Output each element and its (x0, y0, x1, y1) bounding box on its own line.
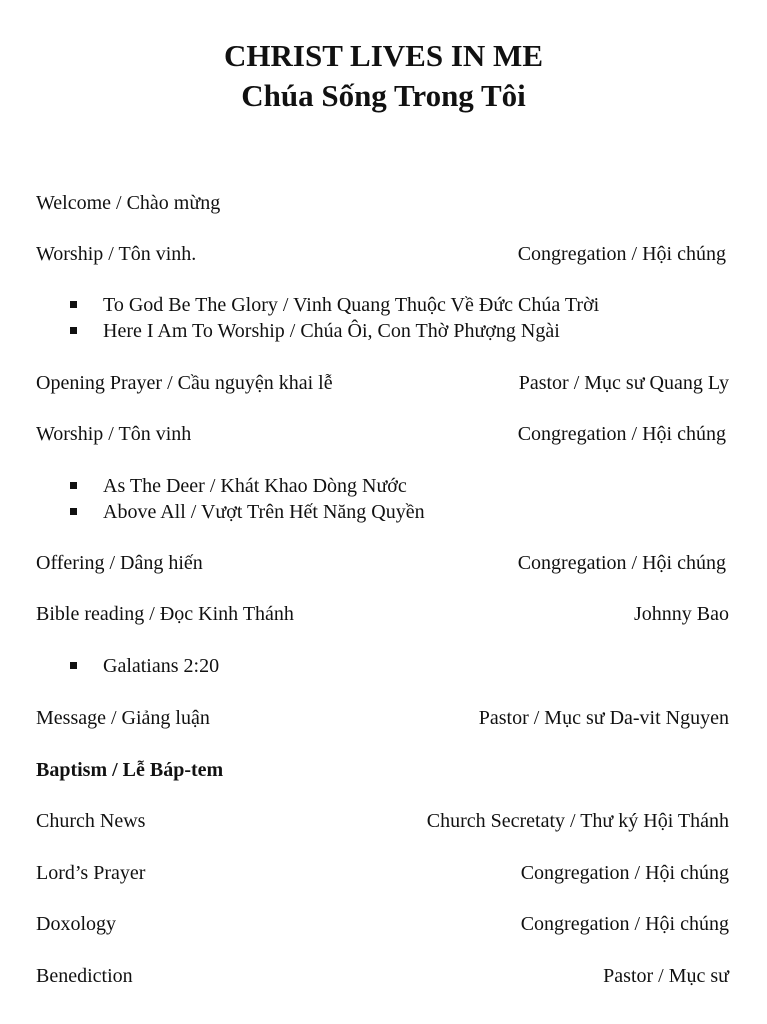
program-item-label: Church News (36, 810, 146, 832)
program-item-label: Benediction (36, 965, 133, 987)
program-item-leader: Johnny Bao (634, 603, 729, 625)
program-item-doxology (36, 911, 729, 937)
program-item-label: Lord’s Prayer (36, 862, 146, 884)
program-item-opening-prayer (36, 370, 729, 396)
program-item-baptism (36, 757, 729, 783)
program-item-label: Worship / Tôn vinh (36, 423, 192, 445)
program-item-label: Baptism / Lễ Báp-tem (36, 759, 224, 781)
bullet-square-icon (70, 662, 77, 669)
program-item-leader: Church Secretaty / Thư ký Hội Thánh (426, 810, 729, 832)
bullet-square-icon (70, 327, 77, 334)
program-item-label: Message / Giảng luận (36, 707, 210, 729)
program-item-leader: Congregation / Hội chúng (517, 552, 726, 574)
program-item-leader: Congregation / Hội chúng (517, 423, 726, 445)
program-item-lords-prayer (36, 860, 729, 886)
program-item-label: Doxology (36, 913, 116, 935)
program-item-label: Offering / Dâng hiến (36, 552, 203, 574)
page-title-english: CHRIST LIVES IN ME (224, 38, 543, 73)
song-title: To God Be The Glory / Vinh Quang Thuộc Về Đức Chúa Trời (103, 294, 600, 316)
program-item-church-news (36, 808, 729, 834)
program-item-leader: Pastor / Mục sư Da-vit Nguyen (478, 707, 729, 729)
page-title-vietnamese: Chúa Sống Trong Tôi (241, 78, 526, 113)
program-item-label: Welcome / Chào mừng (36, 192, 221, 214)
program-item-label: Opening Prayer / Cầu nguyện khai lễ (36, 372, 333, 394)
program-item-bible-reading (36, 601, 729, 627)
program-item-worship-2 (36, 421, 729, 447)
program-item-offering (36, 550, 729, 576)
program-item-message (36, 705, 729, 731)
program-item-leader: Pastor / Mục sư Quang Ly (518, 372, 729, 394)
program-item-worship-1 (36, 241, 729, 267)
program-item-benediction (36, 963, 729, 989)
song-title: Above All / Vượt Trên Hết Năng Quyền (103, 501, 425, 523)
song-title: As The Deer / Khát Khao Dòng Nước (103, 475, 407, 497)
program-item-label: Bible reading / Đọc Kinh Thánh (36, 603, 294, 625)
bullet-square-icon (70, 482, 77, 489)
program-item-welcome (36, 190, 729, 216)
program-item-leader: Congregation / Hội chúng (520, 862, 729, 884)
program-item-leader: Congregation / Hội chúng (517, 243, 726, 265)
bullet-square-icon (70, 508, 77, 515)
program-item-label: Worship / Tôn vinh. (36, 243, 197, 265)
program-item-leader: Pastor / Mục sư (603, 965, 729, 987)
bullet-square-icon (70, 301, 77, 308)
song-title: Here I Am To Worship / Chúa Ôi, Con Thờ Phượng Ngài (103, 320, 560, 342)
scripture-reference: Galatians 2:20 (103, 655, 220, 677)
program-item-leader: Congregation / Hội chúng (520, 913, 729, 935)
